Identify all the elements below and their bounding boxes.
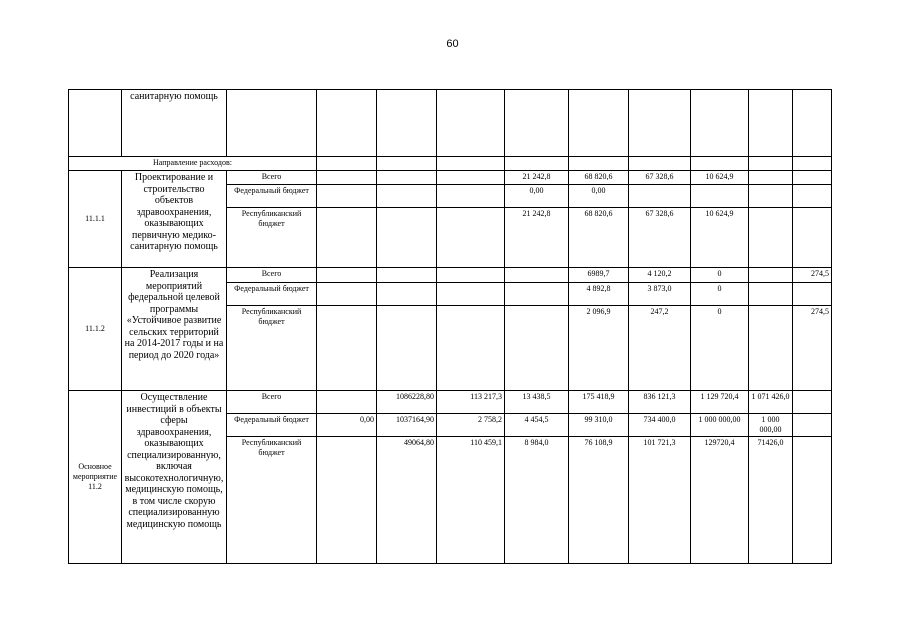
value-cell: [437, 283, 505, 306]
value-cell: [317, 268, 377, 283]
value-cell: 99 310,0: [569, 414, 629, 437]
value-cell: 0,00: [505, 185, 569, 208]
source-cell: Республиканский бюджет: [227, 208, 317, 268]
value-cell: 175 418,9: [569, 391, 629, 414]
value-cell: 734 400,0: [629, 414, 691, 437]
code-cell: 11.1.1: [69, 171, 122, 268]
value-cell: [505, 306, 569, 391]
value-cell: [317, 391, 377, 414]
value-cell: 0: [691, 283, 749, 306]
value-cell: [793, 208, 832, 268]
value-cell: 0,00: [569, 185, 629, 208]
value-cell: [505, 268, 569, 283]
value-cell: [749, 268, 793, 283]
value-cell: 10 624,9: [691, 208, 749, 268]
source-cell: Федеральный бюджет: [227, 185, 317, 208]
value-cell: [377, 283, 437, 306]
value-cell: [437, 171, 505, 185]
source-cell: Всего: [227, 268, 317, 283]
value-cell: [317, 171, 377, 185]
value-cell: 2 096,9: [569, 306, 629, 391]
source-cell: Федеральный бюджет: [227, 414, 317, 437]
value-cell: 68 820,6: [569, 171, 629, 185]
code-cell: 11.1.2: [69, 268, 122, 391]
value-cell: 10 624,9: [691, 171, 749, 185]
value-cell: 4 120,2: [629, 268, 691, 283]
source-cell: Федеральный бюджет: [227, 283, 317, 306]
value-cell: 110 459,1: [437, 437, 505, 564]
value-cell: 1 071 426,0: [749, 391, 793, 414]
value-cell: 4 454,5: [505, 414, 569, 437]
table-row: [69, 171, 832, 185]
value-cell: 1 000 000,00: [691, 414, 749, 437]
name-cell: Осуществление инвестиций в объекты сферы здравоохранения, оказывающих специализированную, включая высокотехнологичную, медицинскую помощь, в том числе скорую специализированную медицинскую помощь: [122, 391, 227, 564]
value-cell: [793, 437, 832, 564]
value-cell: 101 721,3: [629, 437, 691, 564]
value-cell: 3 873,0: [629, 283, 691, 306]
value-cell: [317, 306, 377, 391]
value-cell: [317, 208, 377, 268]
value-cell: 68 820,6: [569, 208, 629, 268]
value-cell: 1 129 720,4: [691, 391, 749, 414]
value-cell: [793, 414, 832, 437]
value-cell: [793, 283, 832, 306]
source-cell: Республиканский бюджет: [227, 306, 317, 391]
value-cell: 274,5: [793, 306, 832, 391]
value-cell: [749, 171, 793, 185]
value-cell: [437, 208, 505, 268]
value-cell: 49064,80: [377, 437, 437, 564]
value-cell: 8 984,0: [505, 437, 569, 564]
value-cell: 4 892,8: [569, 283, 629, 306]
code-cell: Основное мероприятие 11.2: [69, 391, 122, 564]
value-cell: [437, 268, 505, 283]
value-cell: 76 108,9: [569, 437, 629, 564]
table-row: [69, 90, 832, 157]
value-cell: 13 438,5: [505, 391, 569, 414]
value-cell: 21 242,8: [505, 208, 569, 268]
value-cell: 274,5: [793, 268, 832, 283]
page-number: 60: [446, 38, 459, 50]
value-cell: 0: [691, 268, 749, 283]
value-cell: 67 328,6: [629, 171, 691, 185]
value-cell: 0: [691, 306, 749, 391]
source-cell: Всего: [227, 391, 317, 414]
code-cell: [69, 90, 122, 157]
value-cell: [793, 171, 832, 185]
value-cell: [793, 185, 832, 208]
value-cell: 2 758,2: [437, 414, 505, 437]
value-cell: 21 242,8: [505, 171, 569, 185]
value-cell: 836 121,3: [629, 391, 691, 414]
value-cell: [437, 306, 505, 391]
value-cell: [749, 283, 793, 306]
budget-table: [68, 89, 832, 564]
name-cell: Реализация мероприятий федеральной целевой программы «Устойчивое развитие сельских территорий на 2014-2017 годы и на период до 2020 года»: [122, 268, 227, 391]
source-cell: Республиканский бюджет: [227, 437, 317, 564]
source-cell: Всего: [227, 171, 317, 185]
value-cell: 1 000 000,00: [749, 414, 793, 437]
value-cell: [317, 283, 377, 306]
value-cell: [691, 185, 749, 208]
value-cell: [629, 185, 691, 208]
value-cell: [377, 306, 437, 391]
value-cell: 1086228,80: [377, 391, 437, 414]
value-cell: 6989,7: [569, 268, 629, 283]
value-cell: 1037164,90: [377, 414, 437, 437]
value-cell: 71426,0: [749, 437, 793, 564]
value-cell: [793, 391, 832, 414]
name-cell: санитарную помощь: [122, 90, 227, 157]
value-cell: 67 328,6: [629, 208, 691, 268]
value-cell: 0,00: [317, 414, 377, 437]
value-cell: [317, 437, 377, 564]
table-row: [69, 268, 832, 283]
direction-label: Направление расходов:: [69, 157, 317, 171]
table-row: [69, 157, 832, 171]
value-cell: [749, 208, 793, 268]
value-cell: 247,2: [629, 306, 691, 391]
value-cell: [377, 268, 437, 283]
value-cell: [377, 185, 437, 208]
value-cell: 113 217,3: [437, 391, 505, 414]
value-cell: 129720,4: [691, 437, 749, 564]
value-cell: [749, 306, 793, 391]
value-cell: [377, 171, 437, 185]
name-cell: Проектирование и строительство объектов здравоохранения, оказывающих первичную медико-санитарную помощь: [122, 171, 227, 268]
value-cell: [505, 283, 569, 306]
value-cell: [317, 185, 377, 208]
value-cell: [437, 185, 505, 208]
value-cell: [749, 185, 793, 208]
table-row: [69, 391, 832, 414]
value-cell: [377, 208, 437, 268]
